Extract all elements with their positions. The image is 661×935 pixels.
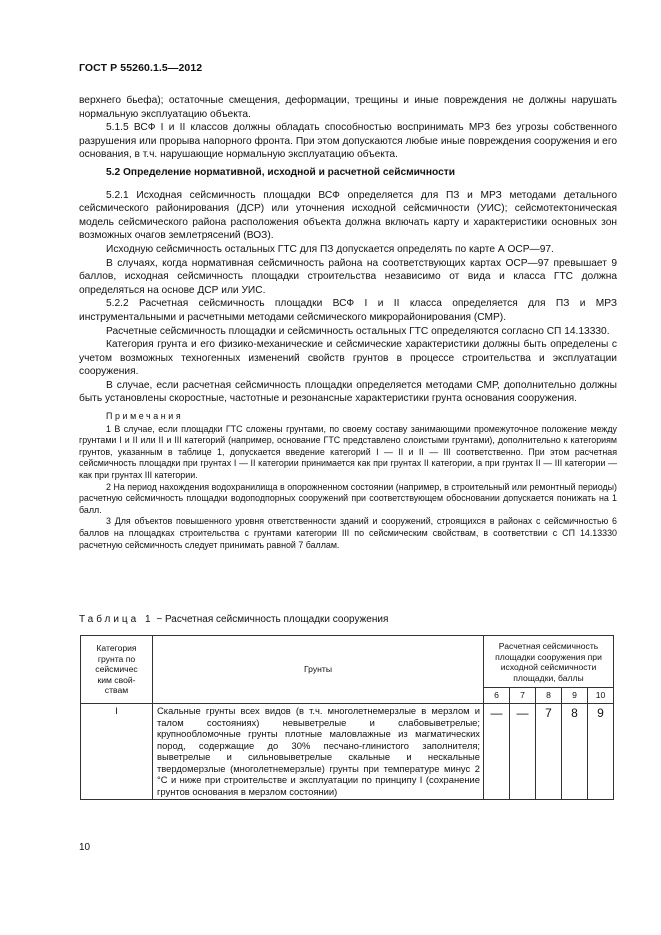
paragraph: 5.2.1 Исходная сейсмичность площадки ВСФ определяется для ПЗ и МРЗ методами детального сейсмического районирования (ДСР) или уточнения исходной сейсмичности (УИС); сейсмотектоническая модель сейсмического района расположения объекта должна включать карту и характеристики основных зон возможных очагов землетрясений (ВОЗ). [79,189,617,242]
paragraph: В случаях, когда нормативная сейсмичность района на соответствующих картах ОСР—97 превышает 9 баллов, исходная сейсмичность площадки строительства независимо от вида и класса ГТС должна определяться на основе ДСР или УИС. [79,257,617,296]
notes-block [79,411,617,551]
row-category: I [81,704,153,800]
paragraph: Исходную сейсмичность остальных ГТС для ПЗ допускается определять по карте А ОСР—97. [106,243,554,255]
table-row [81,704,614,800]
col-8: 8 [536,688,562,704]
table-caption [79,614,388,625]
col-6: 6 [484,688,510,704]
row-value: — [510,704,536,800]
section-title: 5.2 Определение нормативной, исходной и расчетной сейсмичности [106,166,456,178]
paragraph: верхнего бьефа); остаточные смещения, деформации, трещины и иные повреждения не должны нарушать нормальную эксплуатацию объекта. [79,95,617,120]
row-value: — [484,704,510,800]
paragraph: 5.2.2 Расчетная сейсмичность площадки ВСФ I и II класса определяется для ПЗ и МРЗ инструментальными и расчетными методами сейсмического микрорайонирования (СМР). [79,298,617,323]
row-grounds: Скальные грунты всех видов (в т.ч. многолетнемерзлые в мерзлом и талом состояниях) невыветрелые и слабовыветрелые; крупнообломочные грунты плотные маловлажные из магматических пород, содержащие до 30% песчано-глинистого заполнителя; выветрелые и сильновыветрелые скальные и нескальные твердомерзлые (многолетнемерзлые) грунты при температуре минус 2 °С и ниже при строительстве и эксплуатации по принципу I (сохранение грунтов основания в мерзлом состоянии) [153,704,484,800]
row-value: 9 [588,704,614,800]
page-number: 10 [79,842,91,853]
table-header-row [81,636,614,688]
row-value: 8 [562,704,588,800]
col-10: 10 [588,688,614,704]
col-7: 7 [510,688,536,704]
paragraph: Категория грунта и его физико-механические и сейсмические характеристики должны быть определены с учетом возможных техногенных изменений свойств грунтов в процессе строительства и эксплуатации сооружения. [79,339,617,378]
table-caption-text: − Расчетная сейсмичность площадки сооружения [153,614,389,625]
body-text [79,94,617,551]
document-code-header: ГОСТ Р 55260.1.5—2012 [79,62,203,74]
header-seismicity: Расчетная сейсмичность площадки сооружения при исходной сейсмичности площадки, баллы [484,636,614,688]
col-9: 9 [562,688,588,704]
table-caption-label: Таблица 1 [79,614,154,625]
note-item: 2 На период нахождения водохранилища в опорожненном состоянии (например, в строительный или ремонтный периоды) расчетную сейсмичность площадки водоподпорных сооружений при соответствующем обосновании допускается понижать на 1 балл. [79,481,617,515]
header-category: Категория грунта по сейсмичес ким свой-ствам [81,636,153,704]
paragraph: 5.1.5 ВСФ I и II классов должны обладать способностью воспринимать МРЗ без угрозы собственного разрушения или прорыва напорного фронта. При этом допускаются любые иные повреждения сооружения и его основания, в т.ч. нарушающие нормальную эксплуатацию объекта. [79,122,618,161]
seismicity-table [80,635,614,800]
paragraph: Расчетные сейсмичность площадки и сейсмичность остальных ГТС определяются согласно СП 14.13330. [106,325,610,337]
notes-title: Примечания [106,411,184,422]
note-item: 3 Для объектов повышенного уровня ответственности зданий и сооружений, строящихся в районах с сейсмичностью 6 баллов на площадках строительства с грунтами категории III по сейсмическим свойствам, в соответствии с СП 14.13330 расчетную сейсмичность следует принимать равной 7 баллам. [79,516,617,550]
note-item: 1 В случае, если площадки ГТС сложены грунтами, по своему составу занимающими промежуточное положение между грунтами I и II или II и III категорий (например, основание ГТС представлено слоистыми грунтами), дополнительно к категориям грунтов, указанным в таблице 1, допускается введение категорий I — II и II — III соответственно. При этом расчетная сейсмичность площадки при грунтах I — II категории принимается как при грунтах II категории, а при грунтах II — III категории — как при грунтах III категории. [79,423,617,481]
header-grounds: Грунты [153,636,484,704]
row-value: 7 [536,704,562,800]
paragraph: В случае, если расчетная сейсмичность площадки определяется методами СМР, дополнительно должны быть установлены скоростные, частотные и резонансные характеристики грунта основания сооружения. [79,379,617,405]
